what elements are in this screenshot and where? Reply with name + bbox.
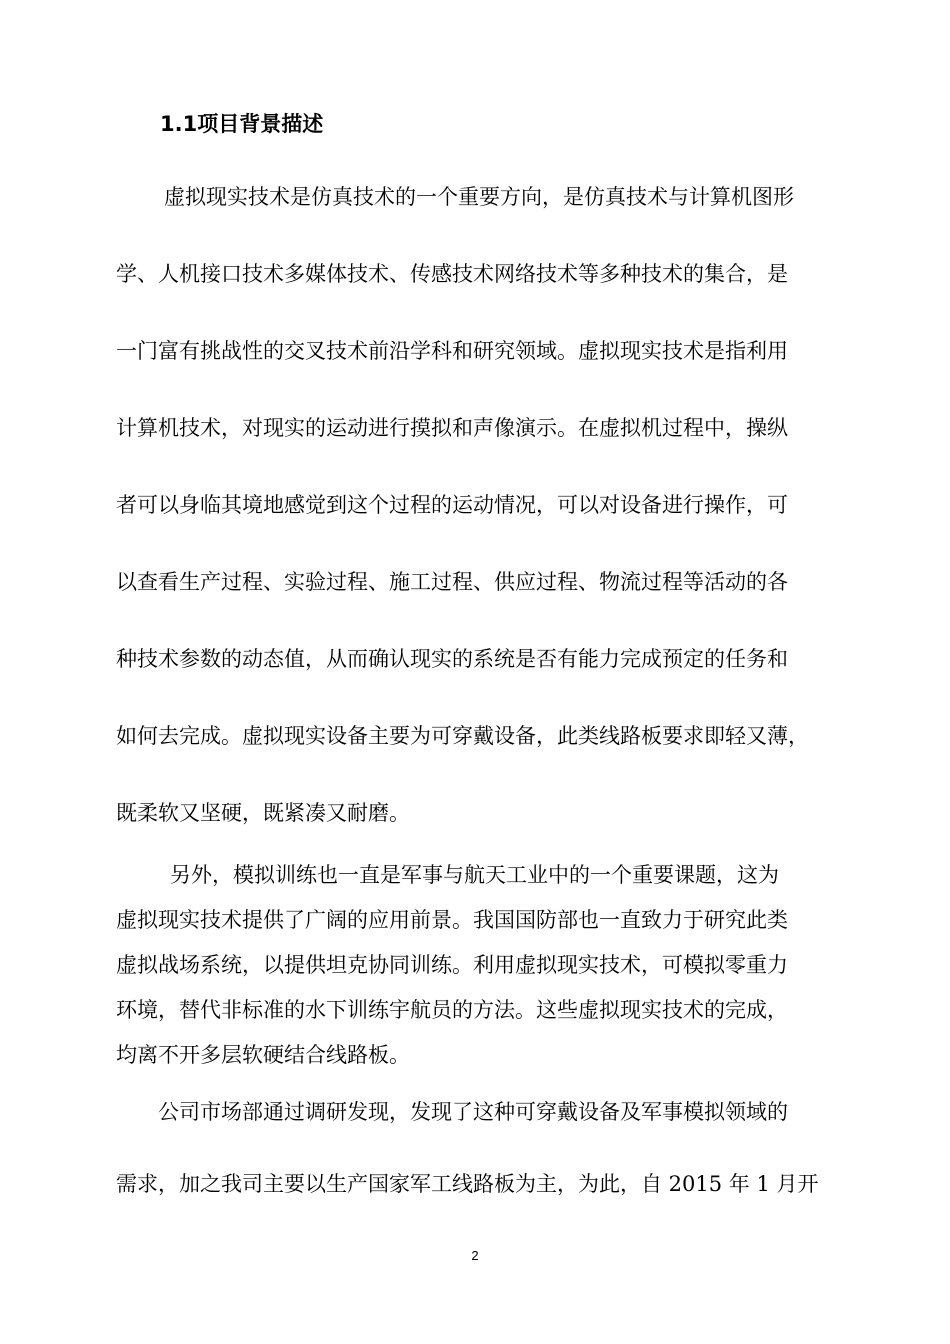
paragraph-2-line-4: 环境，替代非标准的水下训练宇航员的方法。这些虚拟现实技术的完成， [116,998,788,1022]
paragraph-1-line-3: 一门富有挑战性的交叉技术前沿学科和研究领域。虚拟现实技术是指利用 [116,339,788,363]
paragraph-2-line-3: 虚拟战场系统，以提供坦克协同训练。利用虚拟现实技术，可模拟零重力 [116,953,788,977]
paragraph-1-line-9: 既柔软又坚硬，既紧凑又耐磨。 [116,801,410,825]
paragraph-1-line-6: 以查看生产过程、实验过程、施工过程、供应过程、物流过程等活动的各 [116,570,788,594]
paragraph-2-line-1: 另外，模拟训练也一直是军事与航天工业中的一个重要课题，这为 [170,863,779,887]
paragraph-2-line-5: 均离不开多层软硬结合线路板。 [116,1043,410,1067]
paragraph-2-line-2: 虚拟现实技术提供了广阔的应用前景。我国国防部也一直致力于研究此类 [116,908,788,932]
section-heading: 1.1项目背景描述 [160,112,324,136]
paragraph-3-line-1: 公司市场部通过调研发现，发现了这种可穿戴设备及军事模拟领域的 [158,1100,788,1124]
paragraph-1-line-2: 学、人机接口技术多媒体技术、传感技术网络技术等多种技术的集合，是 [116,262,788,286]
paragraph-1-line-7: 种技术参数的动态值，从而确认现实的系统是否有能力完成预定的任务和 [116,647,788,671]
paragraph-1-line-1: 虚拟现实技术是仿真技术的一个重要方向，是仿真技术与计算机图形 [164,185,794,209]
paragraph-3-line-2: 需求，加之我司主要以生产国家军工线路板为主，为此，自 2015 年 1 月开 [116,1172,819,1196]
page-number: 2 [471,1248,479,1263]
paragraph-1-line-5: 者可以身临其境地感觉到这个过程的运动情况，可以对设备进行操作，可 [116,493,788,517]
paragraph-1-line-8: 如何去完成。虚拟现实设备主要为可穿戴设备，此类线路板要求即轻又薄， [116,724,809,748]
paragraph-1-line-4: 计算机技术，对现实的运动进行摸拟和声像演示。在虚拟机过程中，操纵 [116,416,788,440]
